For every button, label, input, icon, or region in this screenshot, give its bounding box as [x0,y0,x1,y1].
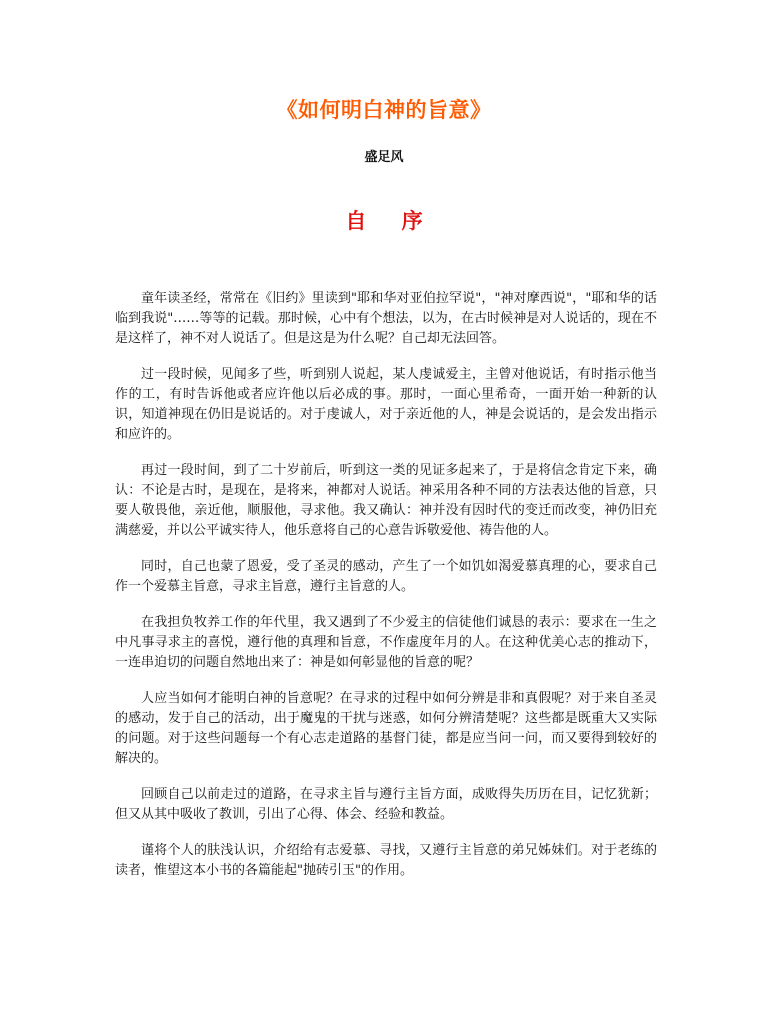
paragraph: 人应当如何才能明白神的旨意呢？在寻求的过程中如何分辨是非和真假呢？对于来自圣灵的感动，发于自己的活动，出于魔鬼的干扰与迷惑，如何分辨清楚呢？这些都是既重大又实际的问题。对于这些问题每一个有心志走道路的基督门徒，都是应当问一问，而又要得到较好的解决的。 [115,691,657,766]
paragraph: 谨将个人的肤浅认识，介绍给有志爱慕、寻找，又遵行主旨意的弟兄姊妹们。对于老练的读者，惟望这本小书的各篇能起"抛砖引玉"的作用。 [115,843,657,878]
section-title: 自 序 [345,208,437,233]
paragraph: 童年读圣经，常常在《旧约》里读到"耶和华对亚伯拉罕说"，"神对摩西说"，"耶和华的话临到我说"……等等的记载。那时候，心中有个想法，以为，在古时候神是对人说话的，现在不是这样了，神不对人说话了。但是这是为什么呢？自己却无法回答。 [115,291,657,346]
book-title: 《如何明白神的旨意》 [276,97,492,122]
paragraph: 在我担负牧养工作的年代里，我又遇到了不少爱主的信徒他们诚恳的表示：要求在一生之中凡事寻求主的喜悦，遵行他的真理和旨意，不作虚度年月的人。在这种优美心志的推动下，一连串迫切的问题自然地出来了：神是如何彰显他的旨意的呢？ [115,615,657,670]
preface-body [115,289,657,897]
paragraph: 同时，自己也蒙了恩爱，受了圣灵的感动，产生了一个如饥如渴爱慕真理的心，要求自己作一个爱慕主旨意，寻求主旨意，遵行主旨意的人。 [115,559,657,594]
paragraph: 过一段时候，见闻多了些，听到别人说起，某人虔诚爱主，主曾对他说话，有时指示他当作的工，有时告诉他或者应许他以后必成的事。那时，一面心里希奇，一面开始一种新的认识，知道神现在仍旧是说话的。对于虔诚人，对于亲近他的人，神是会说话的，是会发出指示和应许的。 [115,367,657,442]
paragraph: 回顾自己以前走过的道路，在寻求主旨与遵行主旨方面，成败得失历历在目，记忆犹新；但又从其中吸收了教训，引出了心得、体会、经验和教益。 [115,787,657,822]
author-name: 盛足风 [364,150,404,165]
paragraph: 再过一段时间，到了二十岁前后，听到这一类的见证多起来了，于是将信念肯定下来，确认：不论是古时，是现在，是将来，神都对人说话。神采用各种不同的方法表达他的旨意，只要人敬畏他，亲近他，顺服他，寻求他。我又确认：神并没有因时代的变迁而改变，神仍旧充满慈爱，并以公平诚实待人，他乐意将自己的心意告诉敬爱他、祷告他的人。 [115,463,657,538]
